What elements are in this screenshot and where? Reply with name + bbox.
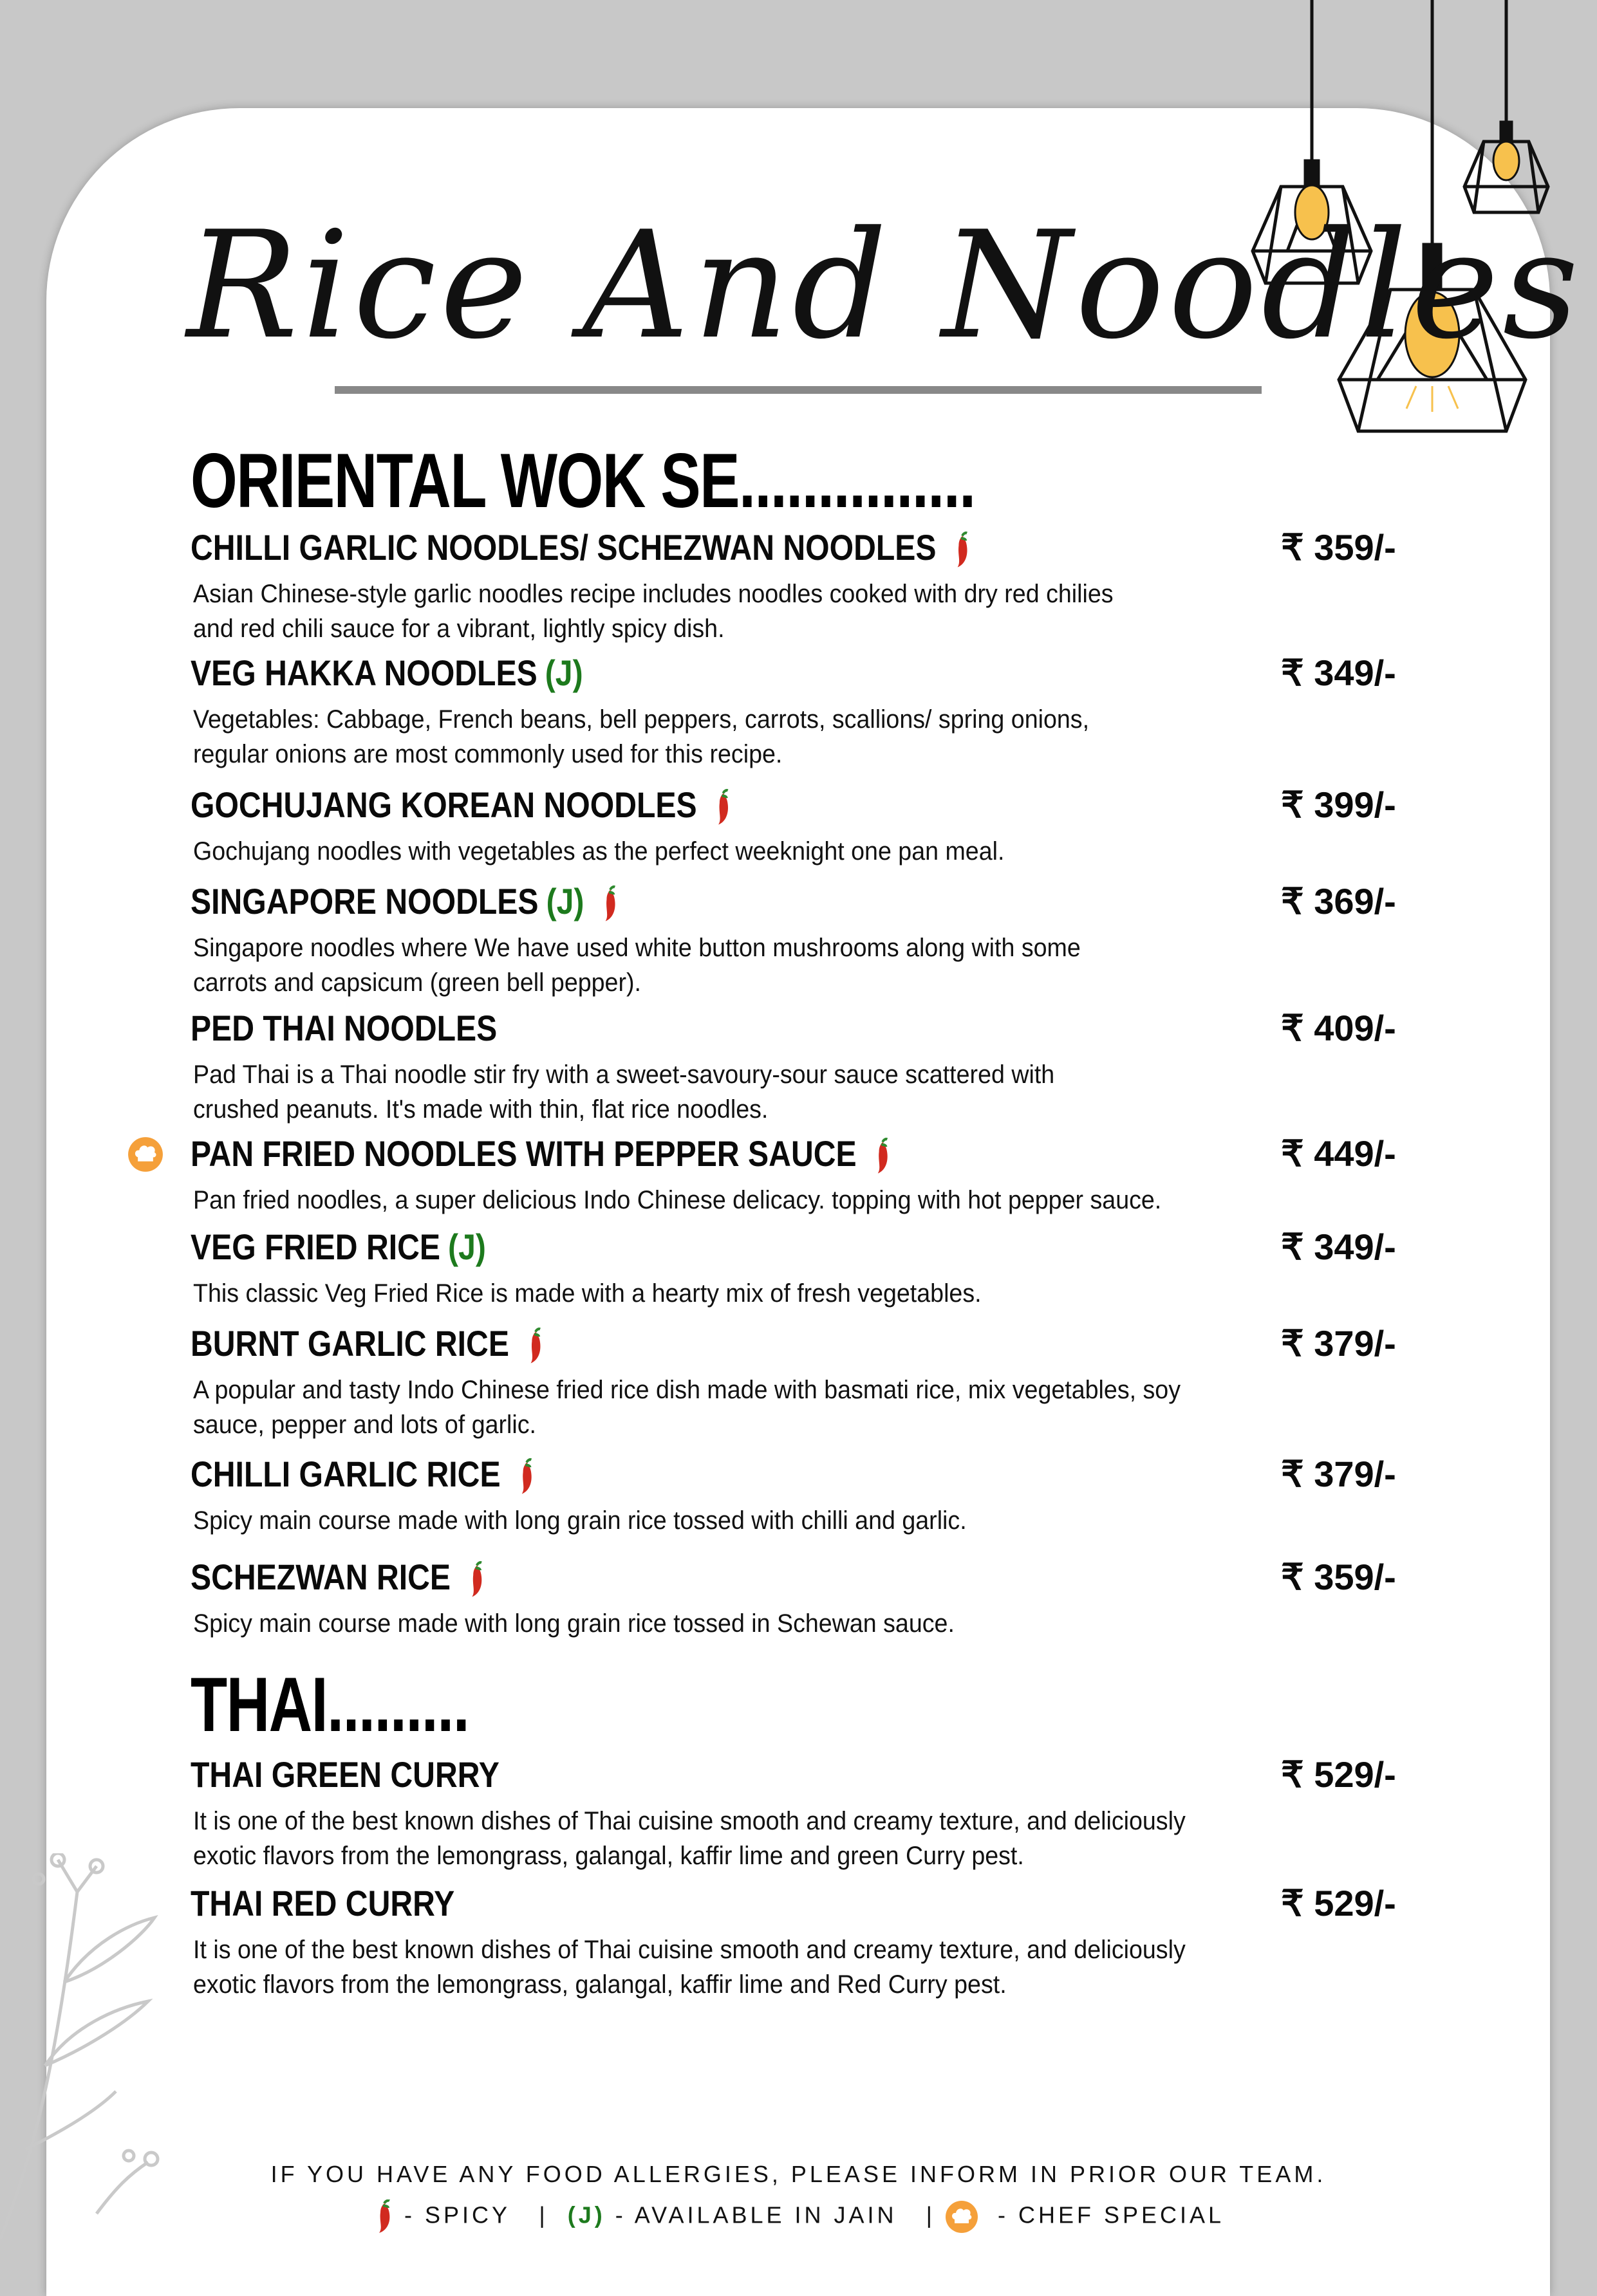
description-line: Asian Chinese-style garlic noodles recipe includes noodles cooked with dry red chilies	[193, 580, 1114, 608]
menu-item-name	[191, 1882, 454, 1924]
dish-name: BURNT GARLIC RICE	[191, 1323, 509, 1364]
chili-pepper-icon	[373, 2199, 395, 2234]
menu-item-price: ₹ 359/-	[1281, 1557, 1396, 1597]
menu-item-description	[193, 577, 1234, 646]
chili-pepper-icon	[952, 530, 972, 570]
menu-item-price: ₹ 529/-	[1281, 1883, 1396, 1923]
chili-pepper-icon	[516, 1457, 536, 1497]
description-line: It is one of the best known dishes of Thai cuisine smooth and creamy texture, and deliciously	[193, 1807, 1186, 1835]
description-line: crushed peanuts. It's made with thin, flat rice noodles.	[193, 1095, 769, 1124]
menu-item-name	[191, 652, 583, 694]
dish-name: PED THAI NOODLES	[191, 1008, 498, 1048]
legend	[0, 2199, 1597, 2234]
legend-jain: - AVAILABLE IN JAIN	[615, 2201, 897, 2228]
menu-item-name	[191, 784, 733, 828]
dish-name: VEG FRIED RICE	[191, 1227, 441, 1267]
menu-item-description	[193, 1183, 1234, 1217]
dish-name: THAI RED CURRY	[191, 1883, 455, 1923]
menu-item-description	[193, 1373, 1234, 1442]
allergy-note: IF YOU HAVE ANY FOOD ALLERGIES, PLEASE INFORM IN PRIOR OUR TEAM.	[270, 2161, 1327, 2187]
menu-item-name	[191, 526, 972, 570]
dish-name: VEG HAKKA NOODLES	[191, 653, 537, 693]
description-line: Singapore noodles where We have used white button mushrooms along with some	[193, 934, 1081, 962]
menu-item-description	[193, 1606, 1234, 1641]
chili-pepper-icon	[713, 788, 733, 828]
description-line: Gochujang noodles with vegetables as the perfect weeknight one pan meal.	[193, 837, 1005, 866]
description-line: Spicy main course made with long grain rice tossed in Schewan sauce.	[193, 1609, 955, 1638]
description-line: sauce, pepper and lots of garlic.	[193, 1411, 536, 1439]
description-line: Pad Thai is a Thai noodle stir fry with a sweet-savoury-sour sauce scattered with	[193, 1060, 1055, 1089]
description-line: A popular and tasty Indo Chinese fried rice dish made with basmati rice, mix vegetables, soy	[193, 1376, 1181, 1404]
description-line: and red chili sauce for a vibrant, lightly spicy dish.	[193, 615, 725, 643]
description-line: exotic flavors from the lemongrass, galangal, kaffir lime and Red Curry pest.	[193, 1970, 1007, 1999]
description-line: regular onions are most commonly used for this recipe.	[193, 740, 783, 768]
title-underline	[335, 386, 1262, 394]
description-line: Spicy main course made with long grain rice tossed with chilli and garlic.	[193, 1506, 967, 1535]
chili-pepper-icon	[525, 1326, 545, 1366]
menu-item-description	[193, 834, 1234, 869]
dish-name: GOCHUJANG KOREAN NOODLES	[191, 784, 697, 825]
menu-item-description	[193, 930, 1234, 1000]
menu-item-name	[191, 1007, 497, 1049]
description-line: Pan fried noodles, a super delicious Indo Chinese delicacy. topping with hot pepper sauce.	[193, 1186, 1162, 1214]
description-line: carrots and capsicum (green bell pepper).	[193, 968, 641, 997]
menu-item-name	[191, 1556, 486, 1600]
menu-item-price: ₹ 369/-	[1281, 881, 1396, 921]
menu-item-name	[191, 1453, 536, 1497]
dish-name: SCHEZWAN RICE	[191, 1557, 451, 1597]
description-line: This classic Veg Fried Rice is made with a hearty mix of fresh vegetables.	[193, 1279, 982, 1308]
chili-pepper-icon	[466, 1560, 486, 1600]
chili-pepper-icon	[872, 1136, 892, 1176]
menu-item-description	[193, 702, 1234, 772]
menu-item-price: ₹ 399/-	[1281, 784, 1396, 825]
menu-item-name	[191, 1322, 545, 1366]
dish-name: CHILLI GARLIC NOODLES/ SCHEZWAN NOODLES	[191, 527, 937, 568]
menu-item-price: ₹ 359/-	[1281, 527, 1396, 568]
chef-hat-icon	[945, 2200, 978, 2234]
chef-hat-icon	[127, 1136, 163, 1176]
chili-pepper-icon	[600, 884, 620, 924]
legend-separator: |	[539, 2201, 548, 2228]
jain-badge: (J)	[545, 653, 583, 693]
menu-item-name	[191, 880, 619, 924]
jain-badge: (J)	[546, 881, 584, 921]
menu-item-price: ₹ 409/-	[1281, 1008, 1396, 1048]
menu-item-description	[193, 1932, 1234, 2002]
menu-item-price: ₹ 449/-	[1281, 1133, 1396, 1174]
menu-item-name	[191, 1226, 486, 1268]
description-line: exotic flavors from the lemongrass, galangal, kaffir lime and green Curry pest.	[193, 1842, 1024, 1870]
menu-item-name	[191, 1133, 892, 1176]
dish-name: CHILLI GARLIC RICE	[191, 1454, 501, 1494]
description-line: Vegetables: Cabbage, French beans, bell peppers, carrots, scallions/ spring onions,	[193, 705, 1090, 734]
menu-item-description	[193, 1057, 1234, 1127]
legend-spicy: - SPICY	[404, 2201, 510, 2228]
section-heading: ORIENTAL WOK SE...............	[191, 438, 975, 524]
menu-item-price: ₹ 349/-	[1281, 653, 1396, 693]
menu-item-description	[193, 1503, 1234, 1538]
menu-item-description	[193, 1804, 1234, 1873]
menu-item-price: ₹ 349/-	[1281, 1227, 1396, 1267]
menu-item-price: ₹ 379/-	[1281, 1454, 1396, 1494]
page-title: Rice And Noodles	[187, 200, 1583, 372]
dish-name: SINGAPORE NOODLES	[191, 881, 539, 921]
menu-item-name	[191, 1754, 500, 1795]
description-line: It is one of the best known dishes of Thai cuisine smooth and creamy texture, and deliciously	[193, 1936, 1186, 1964]
legend-chef: - CHEF SPECIAL	[997, 2201, 1225, 2228]
legend-separator: |	[926, 2201, 935, 2228]
dish-name: PAN FRIED NOODLES WITH PEPPER SAUCE	[191, 1133, 857, 1174]
jain-badge: (J)	[448, 1227, 486, 1267]
menu-item-price: ₹ 529/-	[1281, 1754, 1396, 1795]
section-heading: THAI.........	[191, 1662, 469, 1748]
dish-name: THAI GREEN CURRY	[191, 1754, 500, 1795]
legend-jain-mark: (J)	[567, 2201, 606, 2228]
menu-item-price: ₹ 379/-	[1281, 1323, 1396, 1364]
menu-item-description	[193, 1276, 1234, 1311]
